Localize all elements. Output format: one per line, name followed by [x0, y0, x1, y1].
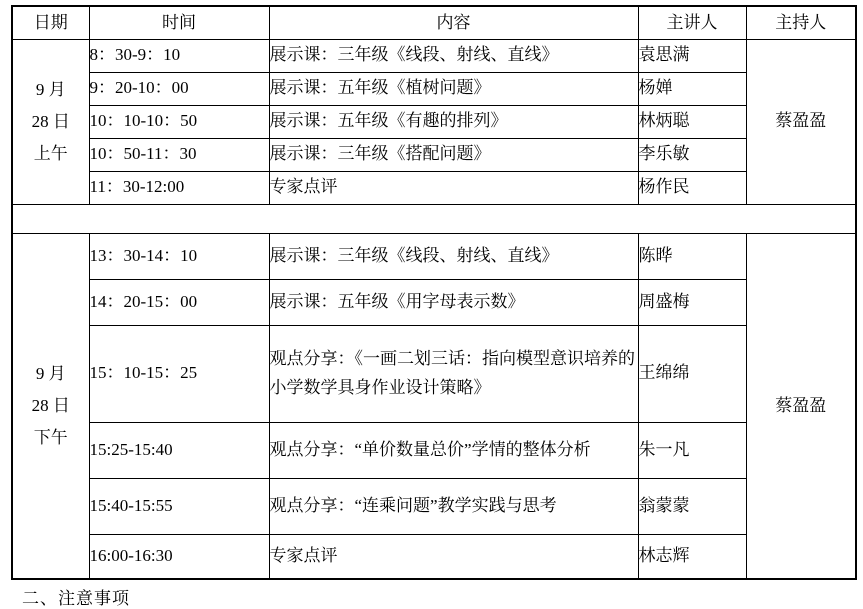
- content-cell: 展示课：五年级《用字母表示数》: [269, 279, 638, 325]
- time-cell: 10：50-11：30: [89, 138, 269, 171]
- host-cell-afternoon: 蔡盈盈: [746, 233, 856, 579]
- table-row: [12, 39, 856, 72]
- time-cell: 11：30-12:00: [89, 171, 269, 204]
- speaker-cell: 林炳聪: [638, 105, 746, 138]
- date-line: 上午: [33, 143, 68, 163]
- time-cell: 10：10-10：50: [89, 105, 269, 138]
- table-row: [12, 279, 856, 325]
- date-line: 9 月: [35, 363, 66, 383]
- speaker-cell: 陈晔: [638, 233, 746, 279]
- time-cell: 16:00-16:30: [89, 534, 269, 579]
- time-cell: 8：30-9：10: [89, 39, 269, 72]
- speaker-cell: 杨婵: [638, 72, 746, 105]
- time-cell: 9：20-10：00: [89, 72, 269, 105]
- header-cell-date: 日期: [12, 6, 89, 39]
- content-cell: 展示课：五年级《有趣的排列》: [269, 105, 638, 138]
- header-cell-time: 时间: [89, 6, 269, 39]
- content-cell: 专家点评: [269, 534, 638, 579]
- header-row: [12, 6, 856, 39]
- content-cell: 观点分享：《一画二划三话：指向模型意识培养的小学数学具身作业设计策略》: [269, 325, 638, 422]
- content-cell: 展示课：三年级《线段、射线、直线》: [269, 39, 638, 72]
- time-cell: 13：30-14：10: [89, 233, 269, 279]
- time-cell: 14：20-15：00: [89, 279, 269, 325]
- table-row: [12, 478, 856, 534]
- time-cell: 15:25-15:40: [89, 422, 269, 478]
- date-line: 下午: [33, 427, 68, 447]
- speaker-cell: 林志辉: [638, 534, 746, 579]
- content-cell: 专家点评: [269, 171, 638, 204]
- header-cell-content: 内容: [269, 6, 638, 39]
- speaker-cell: 李乐敏: [638, 138, 746, 171]
- speaker-cell: 周盛梅: [638, 279, 746, 325]
- content-cell: 展示课：三年级《搭配问题》: [269, 138, 638, 171]
- speaker-cell: 朱一凡: [638, 422, 746, 478]
- schedule-table: [11, 5, 857, 580]
- table-row: [12, 72, 856, 105]
- date-cell-morning: [12, 39, 89, 204]
- header-cell-speaker: 主讲人: [638, 6, 746, 39]
- date-line: 28 日: [31, 111, 70, 131]
- speaker-cell: 翁蒙蒙: [638, 478, 746, 534]
- date-cell-afternoon: [12, 233, 89, 579]
- date-line: 28 日: [31, 395, 70, 415]
- content-cell: 展示课：三年级《线段、射线、直线》: [269, 233, 638, 279]
- speaker-cell: 王绵绵: [638, 325, 746, 422]
- table-row: [12, 422, 856, 478]
- date-line: 9 月: [35, 79, 66, 99]
- time-cell: 15：10-15：25: [89, 325, 269, 422]
- speaker-cell: 杨作民: [638, 171, 746, 204]
- content-cell: 观点分享：“单价数量总价”学情的整体分析: [269, 422, 638, 478]
- table-row: [12, 138, 856, 171]
- content-cell: 观点分享：“连乘问题”教学实践与思考: [269, 478, 638, 534]
- table-row: [12, 105, 856, 138]
- spacer-row: [12, 204, 856, 233]
- table-row: [12, 325, 856, 422]
- table-row: [12, 233, 856, 279]
- host-cell-morning: 蔡盈盈: [746, 39, 856, 204]
- table-row: [12, 534, 856, 579]
- header-cell-host: 主持人: [746, 6, 856, 39]
- footer-note: 二、注意事项: [22, 589, 130, 608]
- content-cell: 展示课：五年级《植树问题》: [269, 72, 638, 105]
- table-row: [12, 171, 856, 204]
- time-cell: 15:40-15:55: [89, 478, 269, 534]
- speaker-cell: 袁思满: [638, 39, 746, 72]
- empty-cell: [12, 204, 856, 233]
